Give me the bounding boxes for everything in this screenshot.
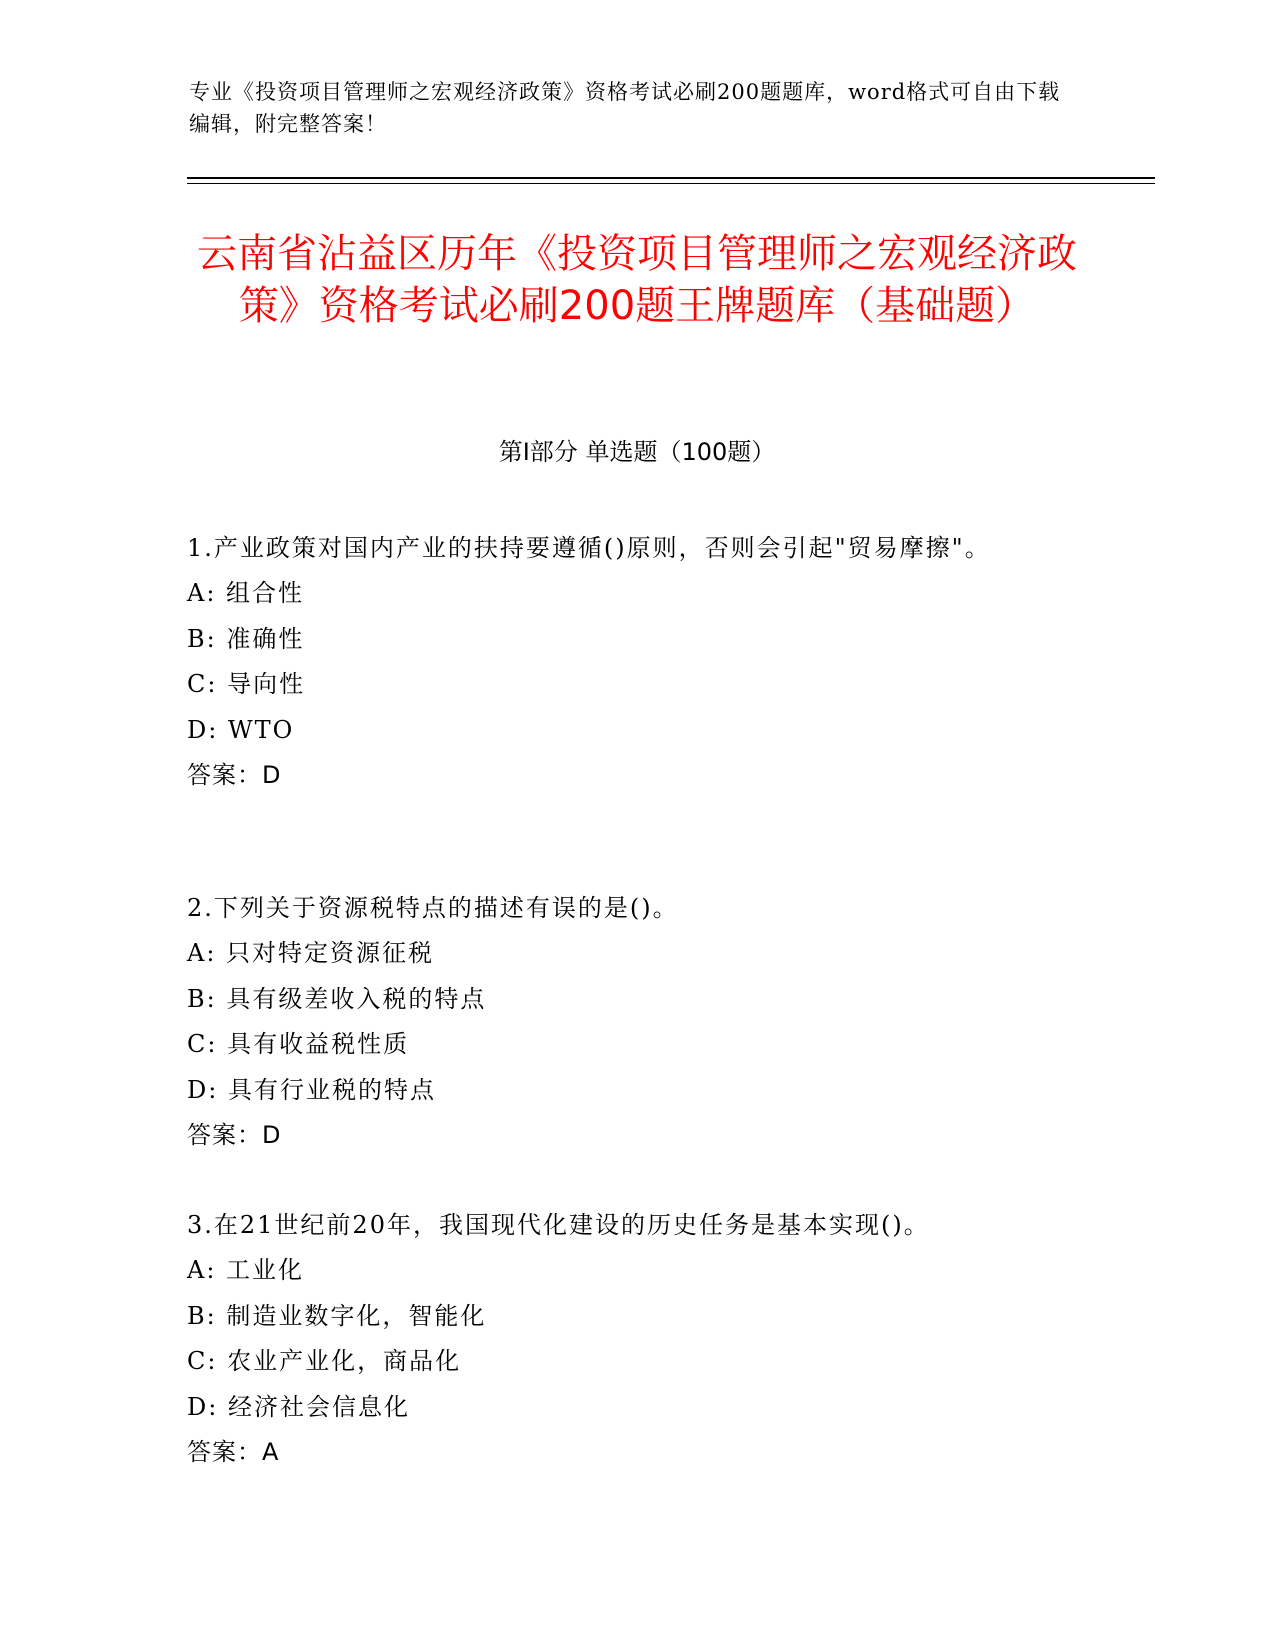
header-divider-thick <box>187 177 1155 179</box>
option-b: B: 准确性 <box>187 624 305 653</box>
option-a: A: 只对特定资源征税 <box>187 939 435 967</box>
question-block <box>187 525 1067 799</box>
option-d: D: WTO <box>187 715 295 744</box>
document-title: 云南省沾益区历年《投资项目管理师之宏观经济政策》资格考试必刷200题王牌题库（基础题） <box>197 231 1077 329</box>
question-stem: 3.在21世纪前20年，我国现代化建设的历史任务是基本实现()。 <box>187 1211 930 1239</box>
option-b: B: 具有级差收入税的特点 <box>187 984 487 1013</box>
header-note: 专业《投资项目管理师之宏观经济政策》资格考试必刷200题题库，word格式可自由下载编辑，附完整答案！ <box>189 80 1061 136</box>
option-c: C: 具有收益税性质 <box>187 1030 410 1058</box>
section-heading: 第I部分 单选题（100题） <box>498 438 776 466</box>
option-a: A: 组合性 <box>187 579 305 607</box>
answer-line: 答案：A <box>187 1438 280 1466</box>
question-block <box>187 1202 1067 1476</box>
option-c: C: 农业产业化，商品化 <box>187 1347 462 1375</box>
answer-line: 答案：D <box>187 1121 282 1149</box>
option-b: B: 制造业数字化，智能化 <box>187 1301 487 1330</box>
question-block <box>187 885 1067 1159</box>
question-stem: 1.产业政策对国内产业的扶持要遵循()原则，否则会引起"贸易摩擦"。 <box>187 534 991 562</box>
option-d: D: 具有行业税的特点 <box>187 1075 436 1104</box>
option-c: C: 导向性 <box>187 670 306 698</box>
header-divider-thin <box>187 183 1155 184</box>
question-stem: 2.下列关于资源税特点的描述有误的是()。 <box>187 894 679 922</box>
option-d: D: 经济社会信息化 <box>187 1392 410 1421</box>
answer-line: 答案：D <box>187 761 282 789</box>
option-a: A: 工业化 <box>187 1256 305 1284</box>
